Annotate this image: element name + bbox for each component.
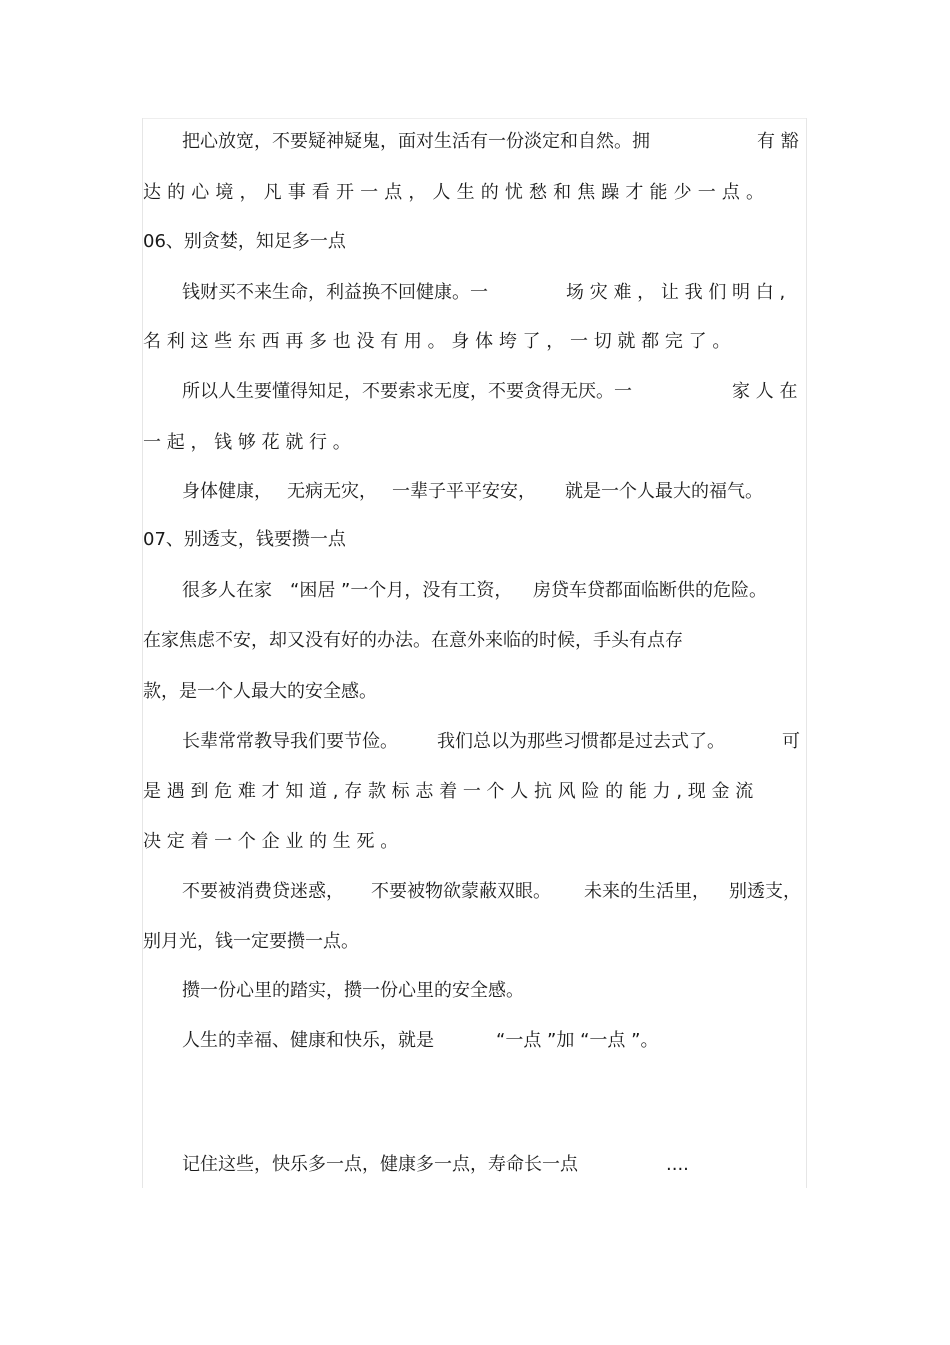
paragraph-line: 攒一份心里的踏实，攒一份心里的安全感。 [182, 980, 524, 1001]
paragraph-line: 所以人生要懂得知足，不要索求无度，不要贪得无厌。一 [182, 381, 632, 402]
paragraph-line-fragment: 别透支， [729, 881, 801, 902]
paragraph-line-fragment: 可 [782, 731, 800, 752]
paragraph-line-fragment: 未来的生活里， [584, 881, 710, 902]
paragraph-line: 一 起 ， 钱 够 花 就 行 。 [143, 432, 351, 453]
paragraph-line-fragment: 场 灾 难 ， 让 我 们 明 白 , [566, 282, 786, 303]
paragraph-line: 长辈常常教导我们要节俭。 [182, 731, 398, 752]
ellipsis-text: .... [666, 1154, 689, 1175]
page-border-right [806, 118, 807, 1188]
paragraph-line: 名 利 这 些 东 西 再 多 也 没 有 用 。 身 体 垮 了 ， 一 切 就 都 完 了 。 [143, 331, 731, 352]
paragraph-line: 人生的幸福、健康和快乐，就是 [182, 1030, 434, 1051]
section-heading-06: 06、别贪婪，知足多一点 [143, 231, 346, 252]
paragraph-line-fragment: 房贷车贷都面临断供的危险。 [533, 580, 767, 601]
paragraph-line: 记住这些，快乐多一点，健康多一点，寿命长一点 [182, 1154, 578, 1175]
paragraph-line-fragment: 有 豁 [757, 131, 799, 152]
paragraph-line-fragment: 一辈子平平安安， [392, 481, 536, 502]
paragraph-line: 决 定 着 一 个 企 业 的 生 死 。 [143, 831, 399, 852]
paragraph-line: 把心放宽，不要疑神疑鬼，面对生活有一份淡定和自然。拥 [182, 131, 650, 152]
paragraph-line-fragment: 就是一个人最大的福气。 [565, 481, 763, 502]
paragraph-line-fragment: 家 人 在 [732, 381, 798, 402]
paragraph-line-fragment: “一点 ”加 “一点 ”。 [496, 1030, 659, 1051]
paragraph-line: 钱财买不来生命，利益换不回健康。一 [182, 282, 488, 303]
paragraph-line: 别月光，钱一定要攒一点。 [143, 931, 359, 952]
paragraph-line-fragment: 无病无灾， [287, 481, 377, 502]
paragraph-line-fragment: 我们总以为那些习惯都是过去式了。 [437, 731, 725, 752]
paragraph-line: 很多人在家 [182, 580, 272, 601]
paragraph-line-fragment: “困居 ”一个月，没有工资， [290, 580, 513, 601]
section-heading-07: 07、别透支，钱要攒一点 [143, 529, 346, 550]
paragraph-line: 款，是一个人最大的安全感。 [143, 681, 377, 702]
paragraph-line: 是 遇 到 危 难 才 知 道 , 存 款 标 志 着 一 个 人 抗 风 险 的 能 力 , 现 金 流 [143, 781, 754, 802]
page-border-left [142, 118, 143, 1188]
paragraph-line: 不要被消费贷迷惑， [182, 881, 344, 902]
paragraph-line: 在家焦虑不安，却又没有好的办法。在意外来临的时候，手头有点存 [143, 630, 683, 651]
page-border-top [142, 118, 807, 119]
paragraph-line-fragment: 不要被物欲蒙蔽双眼。 [371, 881, 551, 902]
paragraph-line: 身体健康， [182, 481, 272, 502]
paragraph-line: 达 的 心 境 ， 凡 事 看 开 一 点 ， 人 生 的 忧 愁 和 焦 躁 才 能 少 一 点 。 [143, 182, 765, 203]
